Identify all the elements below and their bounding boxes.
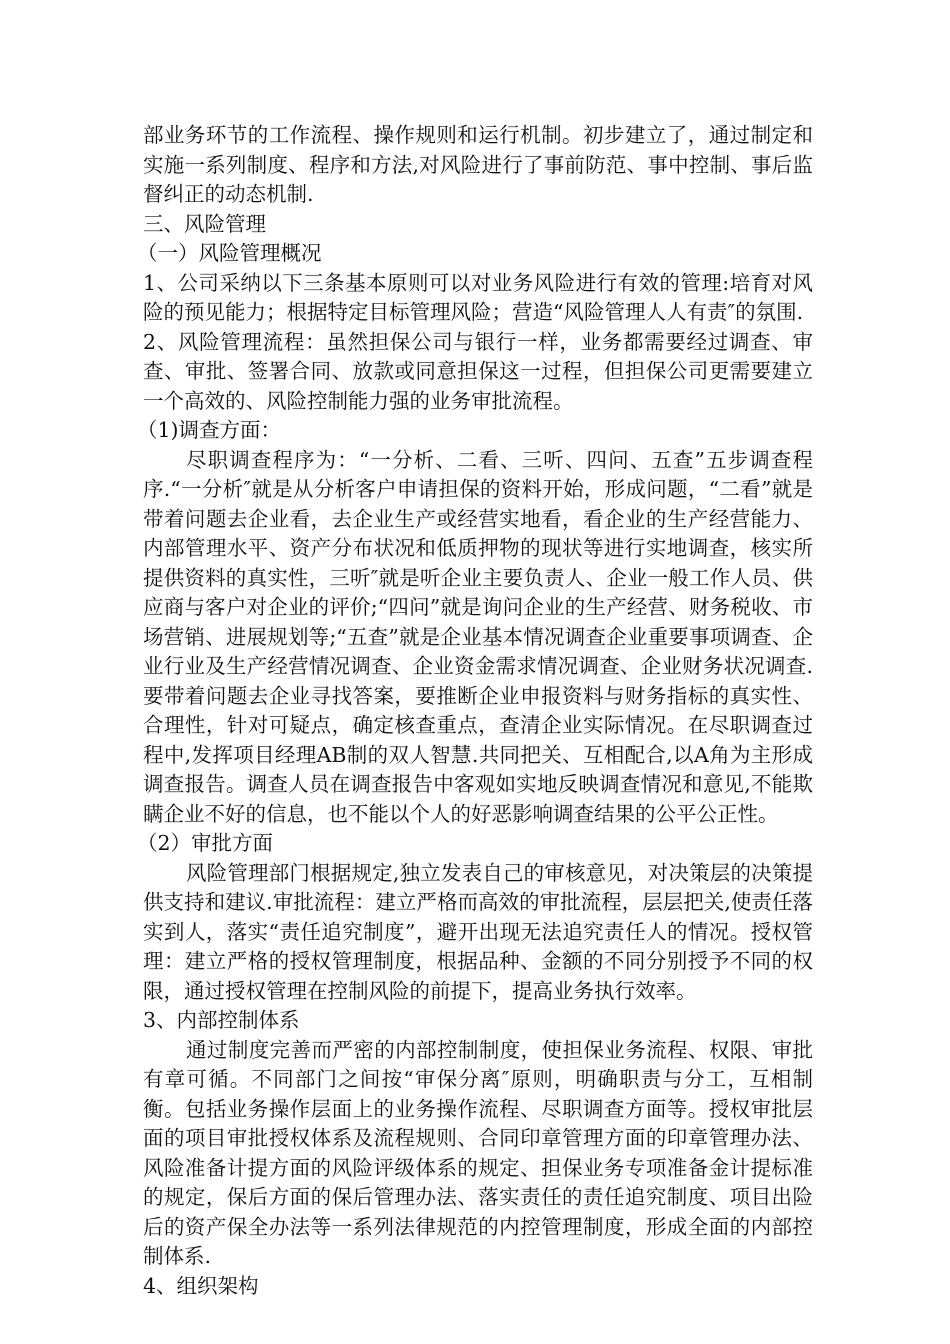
subsection-heading-overview: （一）风险管理概况 — [137, 241, 322, 265]
investigation-paragraph: 尽职调查程序为：“一分析、二看、三听、四问、五查”五步调查程序.“一分析″就是从分析客户申请担保的资料开始，形成问题，“二看”就是带着问题去企业看，去企业生产或经营实地看，看企业的生产经营能力、内部管理水平、资产分布状况和低质押物的现状等进行实地调查，核实所提供资料的真实性，三听″就是听企业主要负责人、企业一般工作人员、供应商与客户对企业的评价;“四问”就是询问企业的生产经营、财务税收、市场营销、进展规划等;“五查”就是企业基本情况调查企业重要事项调查、企业行业及生产经营情况调查、企业资金需求情况调查、企业财务状况调查.要带着问题去企业寻找答案，要推断企业申报资料与财务指标的真实性、合理性，针对可疑点，确定核查重点，查清企业实际情况。在尽职调查过程中,发挥项目经理AB制的双人智慧.共同把关、互相配合,以A角为主形成调查报告。调查人员在调查报告中客观如实地反映调查情况和意见,不能欺瞒企业不好的信息，也不能以个人的好恶影响调查结果的公平公正性。 — [143, 447, 813, 826]
heading-organization: 4、组织架构 — [143, 1273, 259, 1298]
document-body — [137, 121, 813, 1301]
heading-internal-control: 3、内部控制体系 — [143, 1008, 300, 1032]
intro-paragraph: 部业务环节的工作流程、操作规则和运行机制。初步建立了，通过制定和实施一系列制度、程序和方法,对风险进行了事前防范、事中控制、事后监督纠正的动态机制. — [143, 123, 813, 206]
approval-paragraph: 风险管理部门根据规定,独立发表自己的审核意见，对决策层的决策提供支持和建议.审批流程：建立严格而高效的审批流程，层层把关,使责任落实到人，落实“责任追究制度”，避开出现无法追究责任人的情况。授权管理：建立严格的授权管理制度，根据品种、金额的不同分别授予不同的权限，通过授权管理在控制风险的前提下，提高业务执行效率。 — [143, 860, 813, 1003]
heading-investigation: （1)调查方面： — [137, 418, 282, 442]
item-1-paragraph: 1、公司采纳以下三条基本原则可以对业务风险进行有效的管理:培育对风险的预见能力；根据特定目标管理风险；营造“风险管理人人有责″的氛围. — [143, 270, 813, 324]
section-heading-risk-management: 三、风险管理 — [143, 211, 266, 236]
item-2-paragraph: 2、风险管理流程：虽然担保公司与银行一样，业务都需要经过调查、审查、审批、签署合同、放款或同意担保这一过程，但担保公司更需要建立一个高效的、风险控制能力强的业务审批流程。 — [143, 329, 813, 413]
heading-approval: （2）审批方面 — [137, 831, 274, 855]
internal-control-paragraph: 通过制度完善而严密的内部控制制度，使担保业务流程、权限、审批有章可循。不同部门之间按“审保分离″原则，明确职责与分工，互相制衡。包括业务操作层面上的业务操作流程、尽职调查方面等。授权审批层面的项目审批授权体系及流程规则、合同印章管理方面的印章管理办法、风险准备计提方面的风险评级体系的规定、担保业务专项准备金计提标准的规定，保后方面的保后管理办法、落实责任的责任追究制度、项目出险后的资产保全办法等一系列法律规范的内控管理制度，形成全面的内部控制体系. — [143, 1037, 813, 1268]
